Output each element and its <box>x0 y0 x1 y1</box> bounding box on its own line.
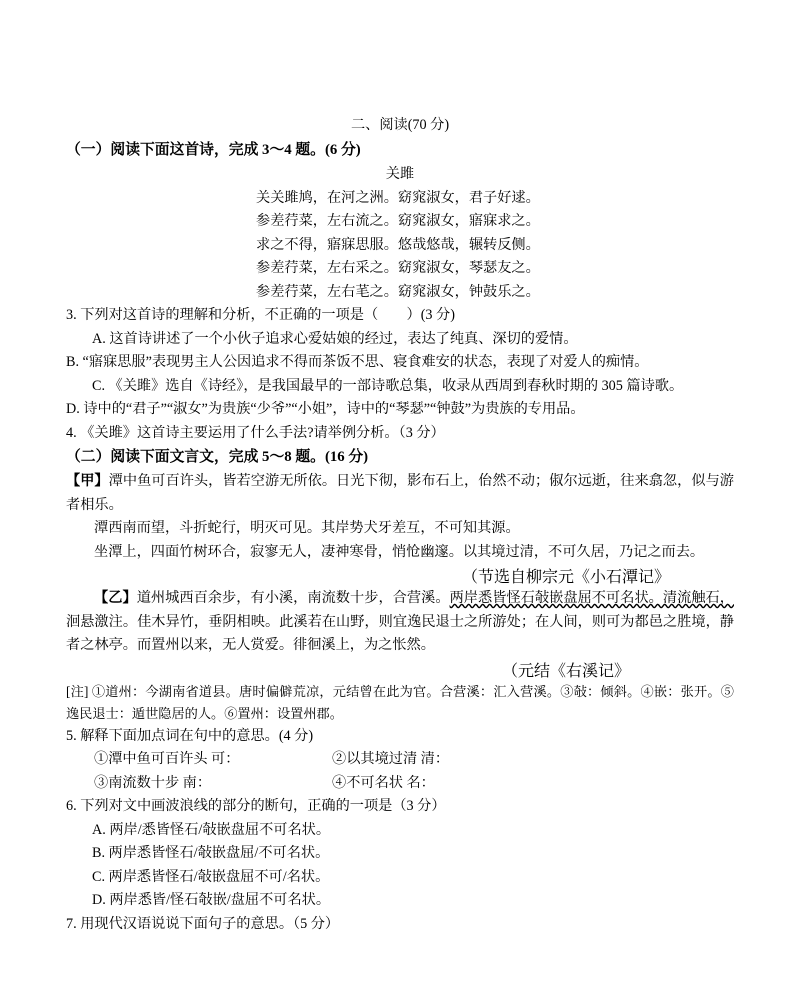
question-7-stem: 7. 用现代汉语说说下面句子的意思。（5 分） <box>66 915 340 932</box>
passage-jia-paragraph-1 <box>66 470 734 517</box>
question-6-stem: 6. 下列对文中画波浪线的部分的断句，正确的一项是（3 分） <box>66 798 446 814</box>
poem-line: 关关雎鸠，在河之洲。窈窕淑女，君子好逑。 <box>256 189 540 206</box>
question-6-option-c: C. 两岸悉皆怪石/敧嵌盘屈不可/名状。 <box>92 868 330 885</box>
passage-jia-source: （节选自柳宗元《小石潭记》 <box>461 569 670 586</box>
passage-jia-paragraph-2: 潭西南而望，斗折蛇行，明灭可见。其岸势犬牙差互，不可知其源。 <box>94 520 520 536</box>
passage-jia-label: 【甲】 <box>66 473 109 489</box>
question-5-item-3: ③南流数十步 南： <box>94 774 212 791</box>
passage-jia-text-1: 潭中鱼可百许头，皆若空游无所依。日光下彻，影布石上，佁然不动；俶尔远逝，往来翕忽，似与游者相乐。 <box>66 473 734 513</box>
question-5-row-2 <box>66 772 734 796</box>
question-5-item-2: ②以其境过清 清： <box>332 751 450 767</box>
passage-jia-paragraph-3: 坐潭上，四面竹树环合，寂寥无人，凄神寒骨，悄怆幽邃。以其境过清，不可久居，乃记之而去。 <box>94 543 705 560</box>
poem-line: 参差荇菜，左右芼之。窈窕淑女，钟鼓乐之。 <box>256 283 540 300</box>
passage-yi-paragraph-1 <box>66 587 734 658</box>
passage-yi-source: （元结《右溪记》 <box>501 662 630 680</box>
passage-yi-text-before: 道州城西百余步，有小溪，南流数十步，合营溪。 <box>136 590 450 606</box>
section-title: 二、阅读(70 分) <box>350 117 450 133</box>
question-3-stem: 3. 下列对这首诗的理解和分析，不正确的一项是（ ）(3 分) <box>66 307 455 323</box>
question-3-option-c: C. 《关雎》选自《诗经》，是我国最早的一部诗歌总集，收录从西周到春秋时期的 305 篇诗歌。 <box>92 377 684 394</box>
part1-heading: （一）阅读下面这首诗，完成 3～4 题。(6 分) <box>66 142 361 158</box>
question-5-item-1: ①潭中鱼可百许头 可： <box>94 751 240 767</box>
question-5-row-1 <box>66 748 734 772</box>
passage-yi-label: 【乙】 <box>94 590 137 606</box>
question-4-stem: 4. 《关雎》这首诗主要运用了什么手法?请举例分析。（3 分） <box>66 424 445 441</box>
question-3-option-b: B. “寤寐思服”表现男主人公因追求不得而茶饭不思、寝食难安的状态，表现了对爱人的痴情。 <box>66 354 649 370</box>
passage-yi-wavy-text: 两岸悉皆怪石敧嵌盘屈不可名状。清流触石， <box>449 590 734 606</box>
passage-yi-text-after: 洄悬激注。佳木异竹，垂阴相映。此溪若在山野，则宜逸民退士之所游处；在人间，则可为都邑之胜境，静者之林亭。而置州以来，无人赏爱。徘徊溪上，为之怅然。 <box>66 613 734 653</box>
question-5-stem: 5. 解释下面加点词在句中的意思。(4 分) <box>66 727 314 744</box>
poem-line: 参差荇菜，左右采之。窈窕淑女，琴瑟友之。 <box>256 260 540 276</box>
poem-line: 参差荇菜，左右流之。窈窕淑女，寤寐求之。 <box>256 213 540 229</box>
poem-title: 关雎 <box>385 166 415 182</box>
question-6-option-b: B. 两岸悉皆怪石/敧嵌盘屈/不可名状。 <box>92 845 330 861</box>
question-6-option-a: A. 两岸/悉皆怪石/敧嵌盘屈不可名状。 <box>92 821 331 838</box>
question-5-item-4: ④不可名状 名： <box>332 774 435 791</box>
question-6-option-d: D. 两岸悉皆/怪石敧嵌/盘屈不可名状。 <box>92 892 331 908</box>
part2-heading: （二）阅读下面文言文，完成 5～8 题。(16 分) <box>66 449 369 465</box>
question-3-option-d: D. 诗中的“君子”“淑女”为贵族“少爷”“小姐”，诗中的“琴瑟”“钟鼓”为贵族的专用品。 <box>66 401 585 417</box>
question-3-option-a: A. 这首诗讲述了一个小伙子追求心爱姑娘的经过，表达了纯真、深切的爱情。 <box>92 330 578 347</box>
passage-notes: [注] ①道州：今湖南省道县。唐时偏僻荒凉，元结曾在此为官。合营溪：汇入营溪。③敧：倾斜。④嵌：张开。⑤逸民退士：遁世隐居的人。⑥置州：设置州郡。 <box>66 683 734 721</box>
document-content <box>66 112 734 936</box>
poem-line: 求之不得，寤寐思服。悠哉悠哉，辗转反侧。 <box>256 236 540 253</box>
